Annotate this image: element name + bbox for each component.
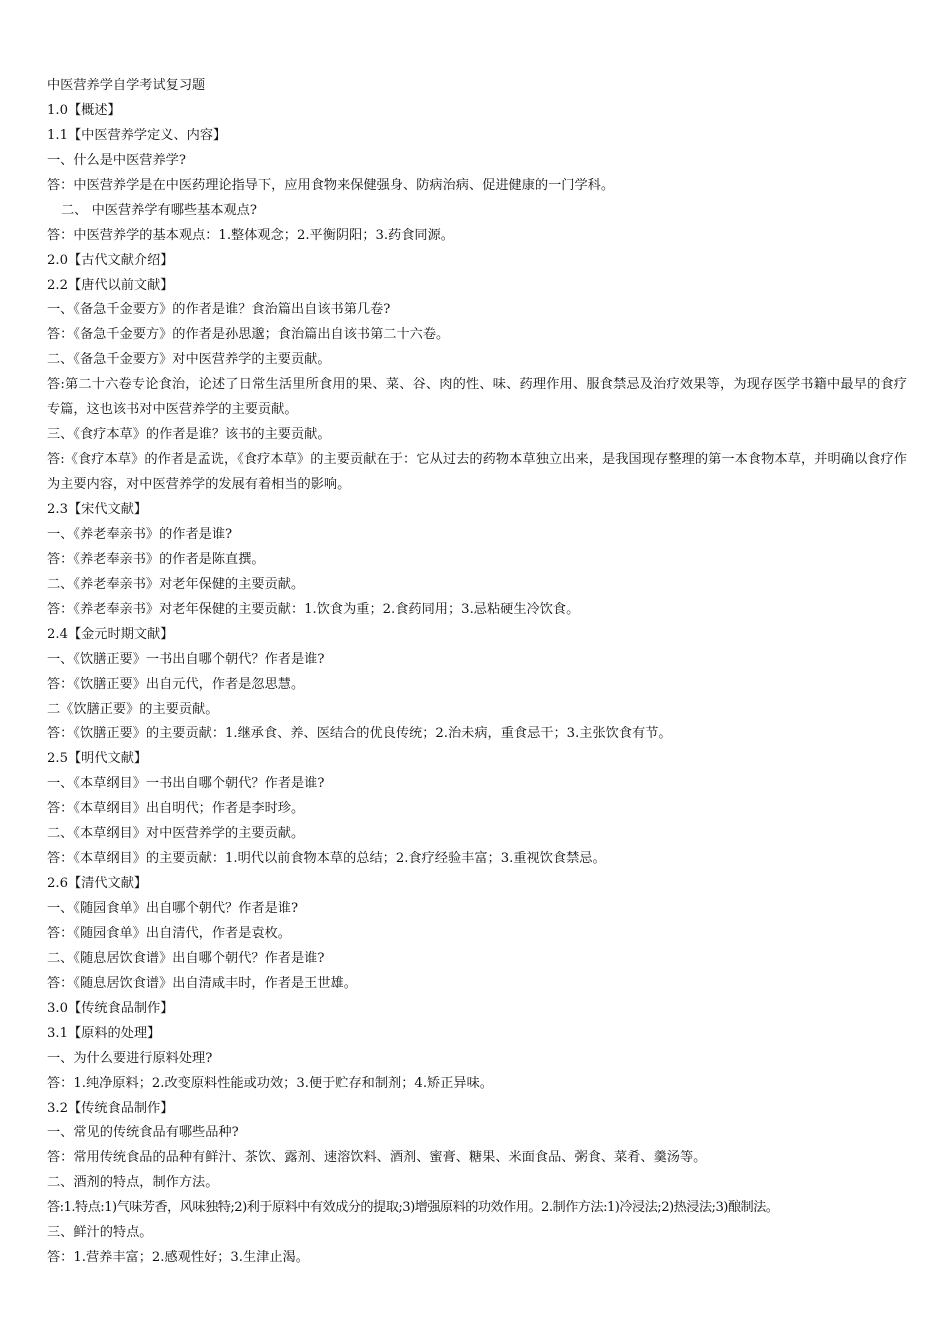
subsection-heading: 3.2【传统食品制作】	[47, 1100, 174, 1116]
subsection-heading: 3.1【原料的处理】	[47, 1025, 161, 1041]
answer: 答：《本草纲目》出自明代；作者是李时珍。	[47, 801, 305, 817]
answer: 答：《养老奉亲书》对老年保健的主要贡献：1.饮食为重；2.食药同用；3.忌粘硬生冷饮食。	[47, 601, 580, 617]
document-page	[47, 74, 907, 1271]
question: 二、 中医营养学有哪些基本观点?	[61, 202, 257, 218]
question: 二、《备急千金要方》对中医营养学的主要贡献。	[47, 352, 331, 368]
answer: 答：《随息居饮食谱》出自清咸丰时，作者是王世雄。	[47, 975, 357, 991]
question: 一、《本草纲目》一书出自哪个朝代？作者是谁?	[47, 776, 325, 792]
answer: 答：《养老奉亲书》的作者是陈直撰。	[47, 551, 265, 567]
question: 二《饮膳正要》的主要贡献。	[47, 701, 219, 717]
question: 二、《随息居饮食谱》出自哪个朝代？作者是谁?	[47, 950, 325, 966]
document-title: 中医营养学自学考试复习题	[47, 78, 206, 93]
answer: 答：1.营养丰富；2.感观性好；3.生津止渴。	[47, 1250, 309, 1266]
subsection-heading: 2.6【清代文献】	[47, 876, 148, 892]
question: 三、鲜汁的特点。	[47, 1225, 153, 1241]
section-heading: 2.0【古代文献介绍】	[47, 252, 174, 268]
subsection-heading: 2.4【金元时期文献】	[47, 626, 174, 642]
answer: 答：《随园食单》出自清代，作者是袁枚。	[47, 925, 291, 941]
question: 一、《饮膳正要》一书出自哪个朝代？作者是谁?	[47, 651, 325, 667]
question: 一、什么是中医营养学?	[47, 152, 186, 168]
question: 二、《本草纲目》对中医营养学的主要贡献。	[47, 826, 305, 842]
subsection-heading: 2.2【唐代以前文献】	[47, 277, 174, 293]
answer: 答：中医营养学的基本观点：1.整体观念；2.平衡阴阳；3.药食同源。	[47, 227, 454, 243]
answer: 答：1.纯净原料；2.改变原料性能或功效；3.便于贮存和制剂；4.矫正异味。	[47, 1075, 493, 1091]
question: 一、《随园食单》出自哪个朝代？作者是谁?	[47, 901, 299, 916]
question: 三、《食疗本草》的作者是谁？该书的主要贡献。	[47, 427, 331, 443]
section-heading: 1.0【概述】	[47, 102, 121, 118]
question: 一、《备急千金要方》的作者是谁？食治篇出自该书第几卷?	[47, 302, 391, 318]
question: 二、酒剂的特点，制作方法。	[47, 1175, 219, 1191]
answer: 答：《本草纲目》的主要贡献：1.明代以前食物本草的总结；2.食疗经验丰富；3.重视饮食禁忌。	[47, 851, 606, 867]
question: 二、《养老奉亲书》对老年保健的主要贡献。	[47, 576, 305, 592]
subsection-heading: 2.3【宋代文献】	[47, 502, 148, 517]
subsection-heading: 1.1【中医营养学定义、内容】	[47, 127, 227, 143]
answer: 答：中医营养学是在中医药理论指导下，应用食物来保健强身、防病治病、促进健康的一门学科。	[47, 177, 615, 193]
question: 一、为什么要进行原料处理?	[47, 1050, 213, 1066]
answer: 答：常用传统食品的品种有鲜汁、茶饮、露剂、速溶饮料、酒剂、蜜膏、糖果、米面食品、粥食、菜肴、羹汤等。	[47, 1150, 707, 1166]
answer: 答：《饮膳正要》的主要贡献：1.继承食、养、医结合的优良传统；2.治未病，重食忌干；3.主张饮食有节。	[47, 726, 672, 742]
answer-paragraph: 答:《食疗本草》的作者是孟诜，《食疗本草》的主要贡献在于：它从过去的药物本草独立出来，是我国现存整理的第一本食物本草，并明确以食疗作为主要内容，对中医营养学的发展有着相当的影响。	[47, 452, 907, 493]
question: 一、常见的传统食品有哪些品种?	[47, 1125, 239, 1141]
answer: 答：《备急千金要方》的作者是孙思邈；食治篇出自该书第二十六卷。	[47, 327, 450, 343]
section-heading: 3.0【传统食品制作】	[47, 1000, 174, 1016]
answer: 答:1.特点:1)气味芳香，风味独特;2)利于原料中有效成分的提取;3)增强原料的功效作用。2.制作方法:1)冷浸法;2)热浸法;3)酿制法。	[47, 1200, 779, 1216]
answer-paragraph: 答:第二十六卷专论食治，论述了日常生活里所食用的果、菜、谷、肉的性、味、药理作用、服食禁忌及治疗效果等，为现存医学书籍中最早的食疗专篇，这也该书对中医营养学的主要贡献。	[47, 377, 907, 418]
subsection-heading: 2.5【明代文献】	[47, 751, 148, 767]
answer: 答：《饮膳正要》出自元代，作者是忽思慧。	[47, 676, 305, 692]
question: 一、《养老奉亲书》的作者是谁?	[47, 526, 233, 542]
